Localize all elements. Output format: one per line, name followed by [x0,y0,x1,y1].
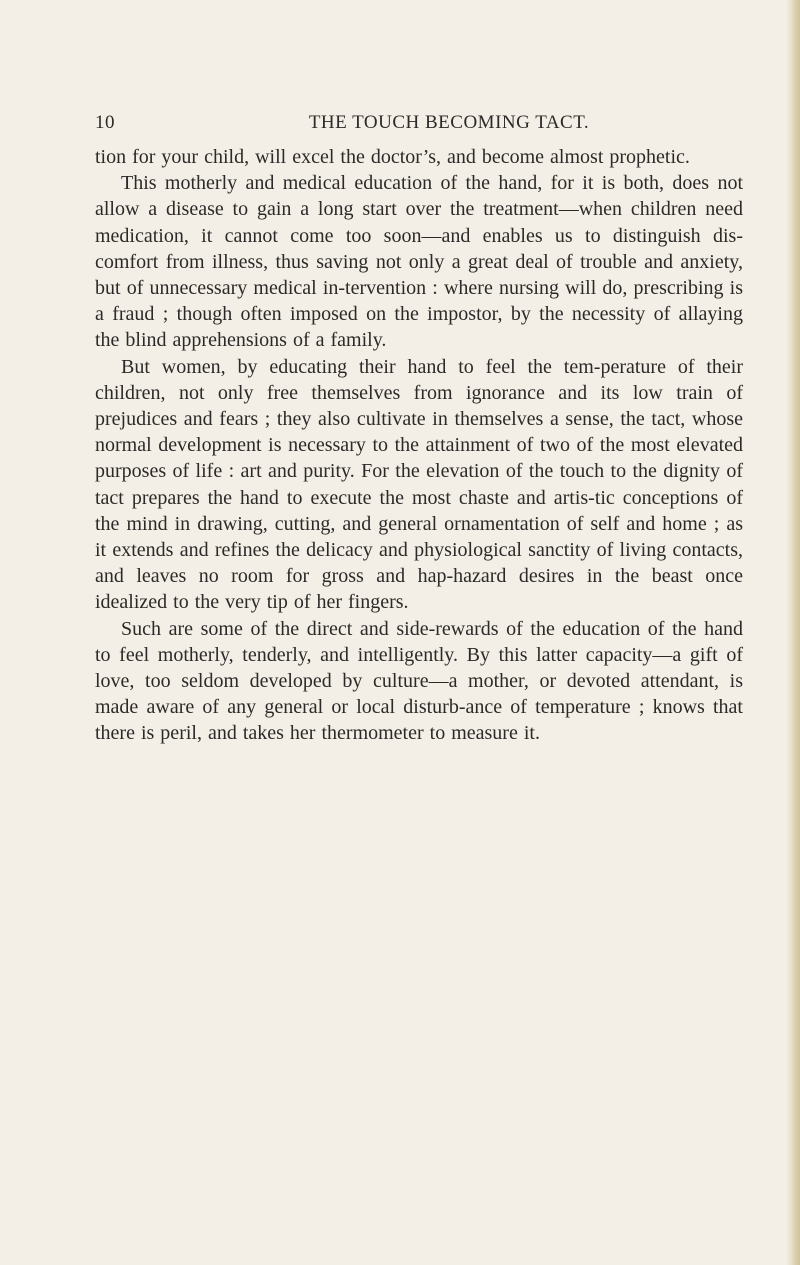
paragraph: Such are some of the direct and side-rewards of the education of the hand to feel motherly, tenderly, and intelligently. By this latter capacity—a gift of love, too seldom developed by culture—a mother, or devoted attendant, is made aware of any general or local disturb-ance of temperature ; knows that there is peril, and takes her thermometer to measure it. [95,617,743,745]
running-head [95,112,743,142]
running-title: THE TOUCH BECOMING TACT. [308,112,590,133]
paragraph: But women, by educating their hand to feel the tem-perature of their children, not only free themselves from ignorance and its low train of prejudices and fears ; they also cultivate in themselves a sense, the tact, whose normal development is necessary to the attainment of two of the most elevated purposes of life : art and purity. For the elevation of the touch to the dignity of tact prepares the hand to execute the most chaste and artis-tic conceptions of the mind in drawing, cutting, and general ornamentation of self and home ; as it extends and refines the delicacy and physiological sanctity of living contacts, and leaves no room for gross and hap-hazard desires in the beast once idealized to the very tip of her fingers. [95,355,743,614]
page-number: 10 [95,112,115,133]
paragraph-continued: tion for your child, will excel the doctor’s, and become almost prophetic. [95,146,690,168]
page-edge-shadow [786,0,800,1265]
body-text [95,144,743,747]
paragraph: This motherly and medical education of the hand, for it is both, does not allow a disease to gain a long start over the treatment—when children need medication, it cannot come too soon—and enables us to distinguish dis-comfort from illness, thus saving not only a great deal of trouble and anxiety, but of unnecessary medical in-tervention : where nursing will do, prescribing is a fraud ; though often imposed on the impostor, by the necessity of allaying the blind apprehensions of a family. [95,172,743,352]
